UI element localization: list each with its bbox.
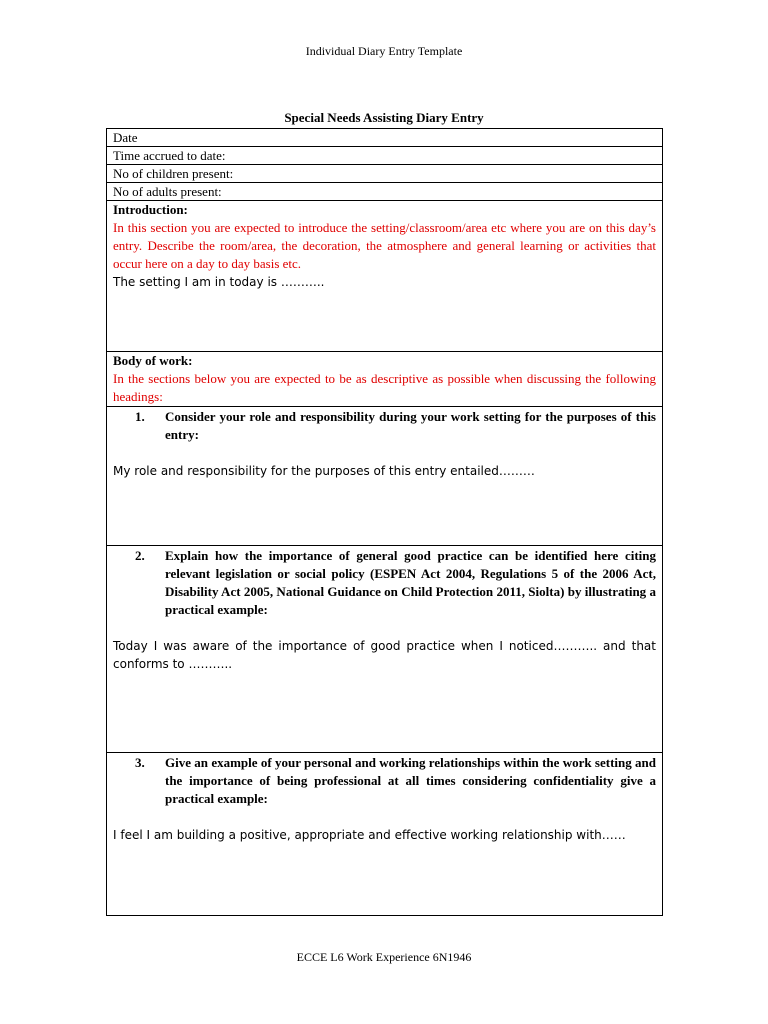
time-accrued-row: [107, 147, 663, 165]
introduction-starter: The setting I am in today is ………..: [113, 275, 325, 289]
introduction-heading: Introduction:: [113, 202, 188, 217]
question-3-heading: [113, 754, 656, 808]
question-3-number: 3.: [135, 755, 145, 770]
question-2-cell[interactable]: [107, 546, 663, 753]
date-row: [107, 129, 663, 147]
question-1-number: 1.: [135, 409, 145, 424]
page-footer: ECCE L6 Work Experience 6N1946: [296, 950, 472, 964]
time-accrued-field[interactable]: Time accrued to date:: [107, 147, 663, 165]
question-2-prompt: Explain how the importance of general good practice can be identified here citing relevant legislation or social policy (ESPEN Act 2004, Regulations 5 of the 2006 Act, Disability Act 2005, National Guidance on Child Protection 2011, Siolta) by illustrating a practical example:: [165, 548, 656, 617]
adults-present-field[interactable]: No of adults present:: [107, 183, 663, 201]
body-of-work-row: [107, 352, 663, 407]
question-1-row: [107, 407, 663, 546]
question-1-heading: [113, 408, 656, 444]
body-of-work-instruction: In the sections below you are expected to be as descriptive as possible when discussing the following headings:: [113, 371, 656, 404]
question-3-starter: I feel I am building a positive, appropriate and effective working relationship with……: [113, 828, 626, 842]
adults-present-row: [107, 183, 663, 201]
introduction-instruction: In this section you are expected to introduce the setting/classroom/area etc where you are on this day’s entry. Describe the room/area, the decoration, the atmosphere and general learning or activities that occur here on a day to day basis etc.: [113, 220, 656, 271]
children-present-field[interactable]: No of children present:: [107, 165, 663, 183]
form-title: Special Needs Assisting Diary Entry: [284, 110, 484, 125]
question-1-starter: My role and responsibility for the purposes of this entry entailed………: [113, 464, 535, 478]
question-3-row: [107, 753, 663, 916]
question-2-starter: Today I was aware of the importance of good practice when I noticed……….. and that conforms to ………..: [113, 639, 656, 671]
question-2-row: [107, 546, 663, 753]
body-of-work-cell: [107, 352, 663, 407]
page-header: Individual Diary Entry Template: [305, 44, 463, 58]
question-3-prompt: Give an example of your personal and working relationships within the work setting and the importance of being professional at all times considering confidentiality give a practical example:: [165, 755, 656, 806]
question-1-prompt: Consider your role and responsibility during your work setting for the purposes of this entry:: [165, 409, 656, 442]
date-field[interactable]: Date: [107, 129, 663, 147]
introduction-row: [107, 201, 663, 352]
question-1-cell[interactable]: [107, 407, 663, 546]
question-2-number: 2.: [135, 548, 145, 563]
question-2-heading: [113, 547, 656, 619]
children-present-row: [107, 165, 663, 183]
question-3-cell[interactable]: [107, 753, 663, 916]
introduction-cell[interactable]: [107, 201, 663, 352]
body-of-work-heading: Body of work:: [113, 353, 193, 368]
diary-entry-table: [106, 128, 663, 916]
